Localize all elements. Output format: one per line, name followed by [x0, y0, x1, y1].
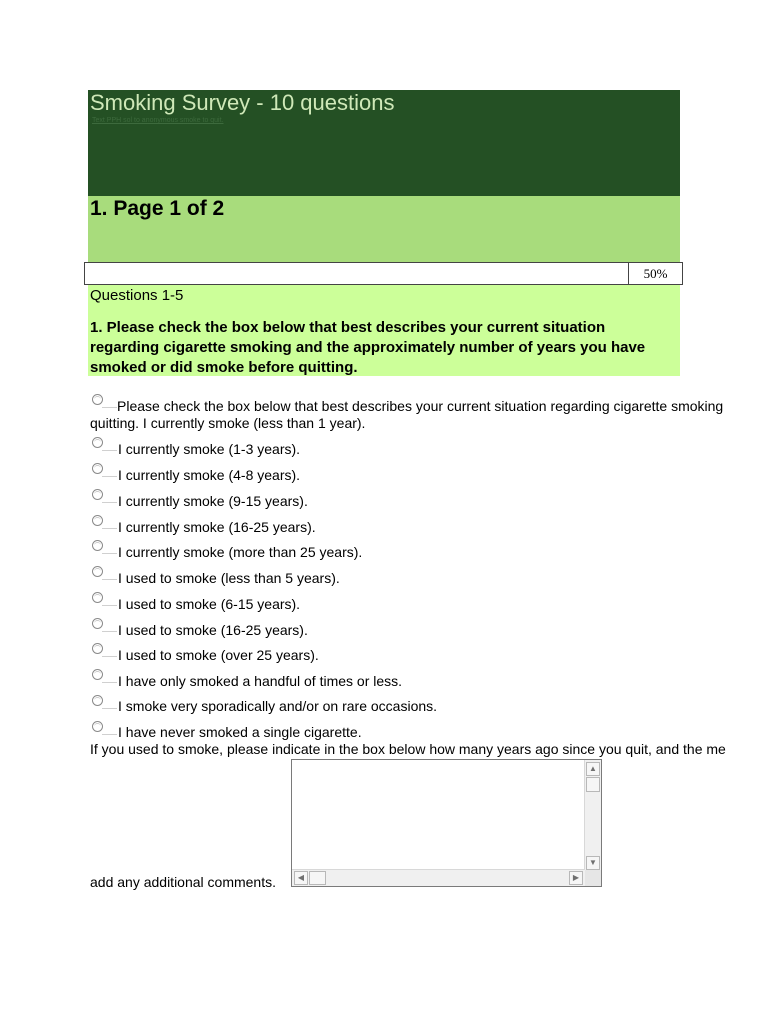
comments-textarea[interactable] — [291, 759, 602, 887]
option-13-label: I have never smoked a single cigarette. — [118, 724, 362, 740]
radio-option-2[interactable] — [91, 436, 104, 449]
horizontal-scroll-thumb[interactable] — [309, 871, 326, 885]
survey-subtitle-link[interactable]: Text PPH sol to anonymous smoke to quit. — [92, 117, 224, 124]
radio-button-icon — [92, 489, 103, 500]
vertical-scroll-thumb[interactable] — [586, 777, 600, 792]
arrow-left-icon[interactable]: ◀ — [294, 871, 308, 885]
radio-button-icon — [92, 669, 103, 680]
radio-option-1[interactable] — [91, 393, 104, 406]
progress-percent: 50% — [628, 263, 682, 284]
radio-button-icon — [92, 643, 103, 654]
page-title-bar — [88, 196, 680, 262]
option-11-label: I have only smoked a handful of times or less. — [118, 673, 403, 689]
option-4-label: I currently smoke (9-15 years). — [118, 493, 308, 509]
arrow-right-icon[interactable]: ▶ — [569, 871, 583, 885]
radio-option-9[interactable] — [91, 617, 104, 630]
radio-button-icon — [92, 463, 103, 474]
vertical-scrollbar[interactable] — [584, 760, 601, 870]
radio-option-10[interactable] — [91, 642, 104, 655]
option-3-label: I currently smoke (4-8 years). — [118, 467, 301, 483]
radio-button-icon — [92, 695, 103, 706]
radio-button-icon — [92, 515, 103, 526]
option-6-label: I currently smoke (more than 25 years). — [118, 544, 363, 560]
option-1-text-cont: quitting. I currently smoke (less than 1 year). — [90, 415, 366, 431]
radio-option-12[interactable] — [91, 694, 104, 707]
option-2-label: I currently smoke (1-3 years). — [118, 441, 301, 457]
radio-button-icon — [92, 592, 103, 603]
survey-header — [88, 90, 680, 196]
page-title: 1. Page 1 of 2 — [90, 197, 225, 220]
option-12-label: I smoke very sporadically and/or on rare occasions. — [118, 698, 438, 714]
question-block — [88, 285, 680, 376]
radio-button-icon — [92, 394, 103, 405]
radio-option-5[interactable] — [91, 514, 104, 527]
option-1-text: Please check the box below that best describes your current situation regarding cigarette smoking — [117, 398, 724, 414]
progress-bar — [84, 262, 683, 285]
option-10-label: I used to smoke (over 25 years). — [118, 647, 319, 663]
option-9-label: I used to smoke (16-25 years). — [118, 622, 308, 638]
option-5-label: I currently smoke (16-25 years). — [118, 519, 316, 535]
survey-title: Smoking Survey - 10 questions — [90, 90, 395, 115]
radio-option-6[interactable] — [91, 539, 104, 552]
horizontal-scrollbar[interactable] — [292, 869, 585, 886]
option-8-label: I used to smoke (6-15 years). — [118, 596, 301, 612]
arrow-up-icon[interactable]: ▲ — [586, 762, 600, 776]
followup-prompt: If you used to smoke, please indicate in the box below how many years ago since you quit, and the me — [90, 741, 726, 757]
question-1-text: 1. Please check the box below that best describes your current situation regarding cigarette smoking and the approximately number of years you have smoked or did smoke before quitting. — [90, 319, 646, 376]
radio-button-icon — [92, 437, 103, 448]
radio-option-3[interactable] — [91, 462, 104, 475]
option-7-label: I used to smoke (less than 5 years). — [118, 570, 340, 586]
radio-option-8[interactable] — [91, 591, 104, 604]
radio-button-icon — [92, 618, 103, 629]
comments-label: add any additional comments. — [90, 874, 276, 890]
radio-option-11[interactable] — [91, 668, 104, 681]
radio-button-icon — [92, 540, 103, 551]
arrow-down-icon[interactable]: ▼ — [586, 856, 600, 870]
questions-range-label: Questions 1-5 — [90, 287, 184, 304]
scroll-corner — [585, 870, 601, 886]
radio-button-icon — [92, 566, 103, 577]
radio-option-13[interactable] — [91, 720, 104, 733]
radio-option-7[interactable] — [91, 565, 104, 578]
radio-button-icon — [92, 721, 103, 732]
radio-option-4[interactable] — [91, 488, 104, 501]
